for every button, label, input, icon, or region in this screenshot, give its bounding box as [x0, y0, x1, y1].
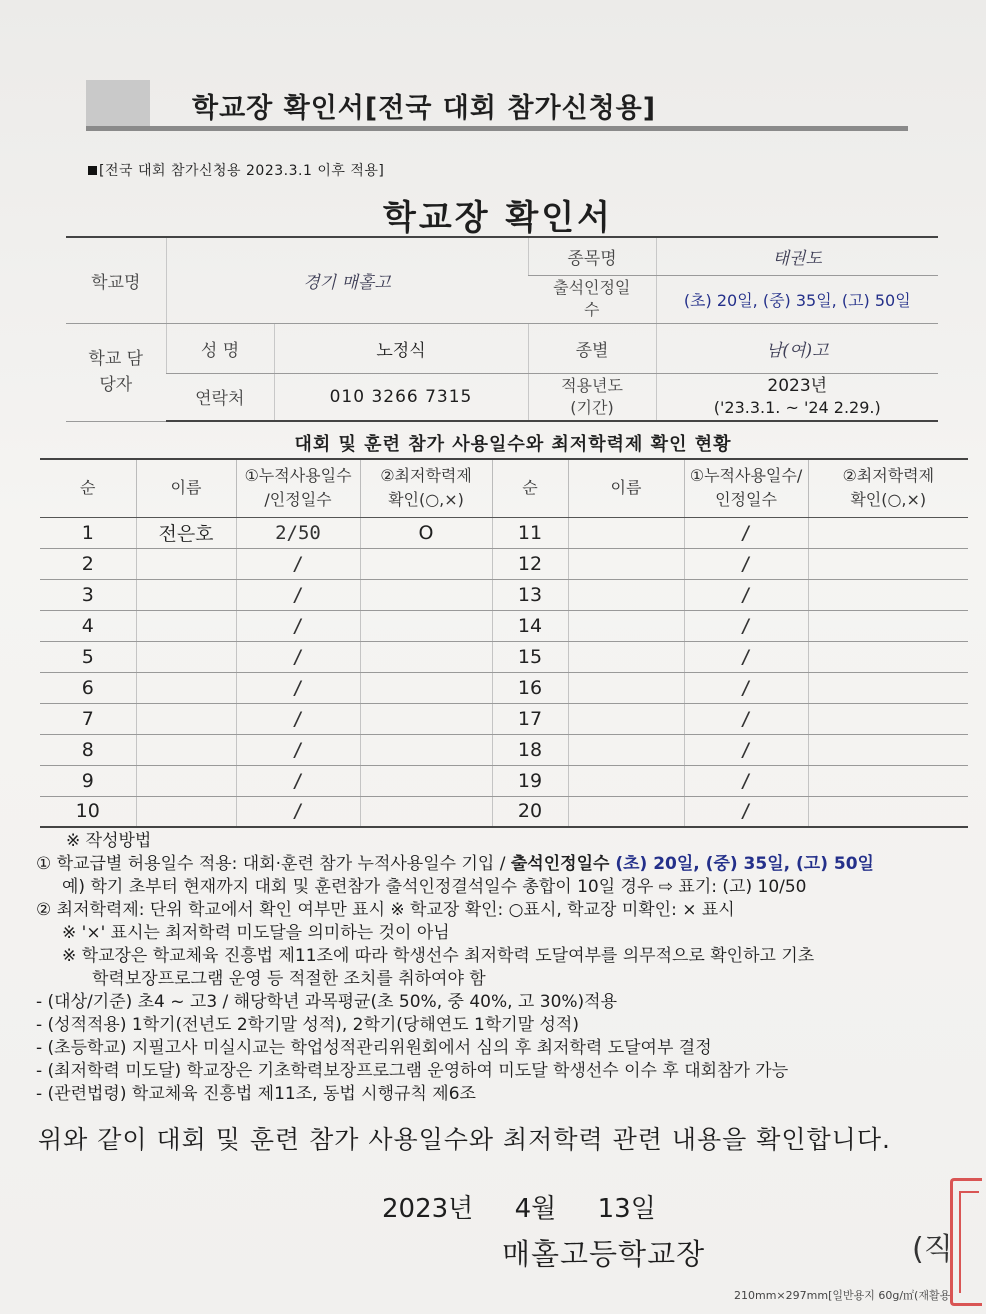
- date-month: 4월: [514, 1194, 557, 1224]
- seal-label: (직: [912, 1232, 953, 1267]
- contact-person-label: 학교 담당자: [66, 323, 166, 421]
- row-number: 3: [40, 579, 136, 610]
- note-1: [36, 853, 976, 876]
- event-label: 종목명: [528, 237, 656, 275]
- red-seal-stamp: [950, 1178, 982, 1306]
- table-row: [40, 517, 968, 548]
- period-value: ('23.3.1. ~ '24 2.29.): [713, 397, 881, 417]
- row-check: [360, 641, 492, 672]
- col-days-header-line1: ①누적사용일수: [244, 466, 352, 486]
- attend-value: (초) 20일, (중) 35일, (고) 50일: [656, 275, 938, 323]
- row-number: 8: [40, 734, 136, 765]
- row-days: /: [236, 796, 360, 827]
- year-cell: [656, 373, 938, 421]
- row-name: 전은호: [136, 517, 236, 548]
- row-days: /: [236, 548, 360, 579]
- name-value: 노정식: [274, 323, 528, 373]
- phone-value: 010 3266 7315: [274, 373, 528, 421]
- row-days: /: [236, 610, 360, 641]
- row-days-2: /: [684, 796, 808, 827]
- row-name-2: [568, 796, 684, 827]
- gender-label: 종별: [528, 323, 656, 373]
- row-check-2: [808, 610, 968, 641]
- row-number: 10: [40, 796, 136, 827]
- row-check-2: [808, 672, 968, 703]
- row-number-2: 15: [492, 641, 568, 672]
- principal-signature: 매홀고등학교장: [502, 1237, 706, 1271]
- col-days-header: [236, 459, 360, 517]
- row-name-2: [568, 517, 684, 548]
- row-check: [360, 579, 492, 610]
- table-row: [40, 703, 968, 734]
- sub-note: [88, 160, 384, 180]
- notes-heading: ※ 작성방법: [66, 831, 152, 851]
- row-days-2: /: [684, 672, 808, 703]
- row-days: /: [236, 703, 360, 734]
- row-name-2: [568, 765, 684, 796]
- row-number-2: 11: [492, 517, 568, 548]
- phone-label: 연락처: [166, 373, 274, 421]
- banner-title: 학교장 확인서[전국 대회 참가신청용]: [192, 93, 657, 124]
- signing-date: [382, 1188, 656, 1225]
- note-1-text: ① 학교급별 허용일수 적용: 대회·훈련 참가 누적사용일수 기입 /: [36, 854, 511, 874]
- col-days2-header-line2: 인정일수: [715, 490, 777, 510]
- col-name-header: 이름: [136, 459, 236, 517]
- row-days-2: /: [684, 548, 808, 579]
- date-year: 2023년: [382, 1194, 474, 1224]
- banner-rule: [86, 126, 908, 131]
- table-row: [40, 734, 968, 765]
- detail-elementary: - (초등학교) 지필고사 미실시교는 학업성적관리위원회에서 심의 후 최저학력 도달여부 결정: [36, 1038, 712, 1058]
- row-days-2: /: [684, 610, 808, 641]
- row-number-2: 12: [492, 548, 568, 579]
- gender-value: 남(여)고: [656, 323, 938, 373]
- row-number: 5: [40, 641, 136, 672]
- row-check: [360, 703, 492, 734]
- row-name: [136, 765, 236, 796]
- row-name-2: [568, 548, 684, 579]
- participants-table: [40, 458, 968, 828]
- table-row: [40, 548, 968, 579]
- info-table: [66, 236, 938, 422]
- row-check-2: [808, 765, 968, 796]
- row-check-2: [808, 641, 968, 672]
- row-name-2: [568, 641, 684, 672]
- row-days: 2/50: [236, 517, 360, 548]
- row-name: [136, 548, 236, 579]
- row-name-2: [568, 734, 684, 765]
- row-check: [360, 610, 492, 641]
- row-days-2: /: [684, 579, 808, 610]
- detail-target: - (대상/기준) 초4 ~ 고3 / 해당학년 과목평균(초 50%, 중 40%, 고 30%)적용: [36, 992, 618, 1012]
- col-days2-header-line1: ①누적사용일수/: [689, 466, 803, 486]
- col-no2-header: 순: [492, 459, 568, 517]
- row-check-2: [808, 703, 968, 734]
- section-title: 대회 및 훈련 참가 사용일수와 최저학력제 확인 현황: [294, 434, 732, 455]
- row-check: O: [360, 517, 492, 548]
- event-value: 태권도: [656, 237, 938, 275]
- row-number: 2: [40, 548, 136, 579]
- table-row: [40, 610, 968, 641]
- table-row: [40, 765, 968, 796]
- row-number: 7: [40, 703, 136, 734]
- name-label: 성 명: [166, 323, 274, 373]
- note-1-example: 예) 학기 초부터 현재까지 대회 및 훈련참가 출석인정결석일수 총합이 10일 경우 ⇨ 표기: (고) 10/50: [62, 877, 807, 897]
- row-number: 1: [40, 517, 136, 548]
- row-name: [136, 734, 236, 765]
- row-days-2: /: [684, 703, 808, 734]
- attend-label: 출석인정일수: [528, 275, 656, 323]
- row-check-2: [808, 548, 968, 579]
- date-day: 13일: [597, 1194, 656, 1224]
- row-check: [360, 765, 492, 796]
- row-days: /: [236, 672, 360, 703]
- row-number-2: 18: [492, 734, 568, 765]
- col-check-header: [360, 459, 492, 517]
- row-name-2: [568, 579, 684, 610]
- row-check: [360, 672, 492, 703]
- detail-laws: - (관련법령) 학교체육 진흥법 제11조, 동법 시행규칙 제6조: [36, 1084, 476, 1104]
- row-name: [136, 672, 236, 703]
- note-1-days: (초) 20일, (중) 35일, (고) 50일: [609, 854, 874, 874]
- row-days-2: /: [684, 734, 808, 765]
- row-number-2: 13: [492, 579, 568, 610]
- row-number-2: 14: [492, 610, 568, 641]
- row-check-2: [808, 579, 968, 610]
- col-name2-header: 이름: [568, 459, 684, 517]
- detail-below-minimum: - (최저학력 미도달) 학교장은 기초학력보장프로그램 운영하여 미도달 학생선수 이수 후 대회참가 가능: [36, 1061, 789, 1081]
- note-2b: ※ 학교장은 학교체육 진흥법 제11조에 따라 학생선수 최저학력 도달여부를 의무적으로 확인하고 기초: [62, 946, 815, 966]
- col-check2-header-line2: 확인(○,×): [850, 490, 927, 510]
- row-check-2: [808, 734, 968, 765]
- col-check-header-line2: 확인(○,×): [388, 490, 464, 510]
- row-check: [360, 548, 492, 579]
- school-value: 경기 매홀고: [166, 237, 528, 323]
- col-check2-header: [808, 459, 968, 517]
- row-number: 4: [40, 610, 136, 641]
- row-check-2: [808, 796, 968, 827]
- document-title: 학교장 확인서: [383, 198, 613, 238]
- row-check: [360, 796, 492, 827]
- col-days-header-line2: /인정일수: [264, 490, 332, 510]
- table-row: [40, 579, 968, 610]
- row-days: /: [236, 765, 360, 796]
- row-number: 9: [40, 765, 136, 796]
- square-bullet-icon: [88, 166, 97, 175]
- table-row: [40, 796, 968, 827]
- note-2: ② 최저학력제: 단위 학교에서 확인 여부만 표시 ※ 학교장 확인: ○표시, 학교장 미확인: × 표시: [36, 900, 735, 920]
- row-name: [136, 610, 236, 641]
- col-no-header: 순: [40, 459, 136, 517]
- paper-spec: 210mm×297mm[일반용지 60g/㎡(재활용: [734, 1289, 951, 1302]
- col-check2-header-line1: ②최저학력제: [842, 466, 935, 486]
- col-check-header-line1: ②최저학력제: [380, 466, 472, 486]
- table-row: [40, 672, 968, 703]
- year-value: 2023년: [767, 375, 828, 396]
- row-days-2: /: [684, 641, 808, 672]
- row-check: [360, 734, 492, 765]
- row-number: 6: [40, 672, 136, 703]
- note-2c: 학력보장프로그램 운영 등 적절한 조치를 취하여야 함: [92, 969, 486, 989]
- row-days-2: /: [684, 765, 808, 796]
- col-days2-header: [684, 459, 808, 517]
- row-name-2: [568, 703, 684, 734]
- sub-note-text: [전국 대회 참가신청용 2023.3.1 이후 적용]: [99, 163, 385, 179]
- row-name: [136, 641, 236, 672]
- row-days: /: [236, 641, 360, 672]
- row-days-2: /: [684, 517, 808, 548]
- row-number-2: 19: [492, 765, 568, 796]
- row-number-2: 17: [492, 703, 568, 734]
- row-name: [136, 703, 236, 734]
- row-name-2: [568, 610, 684, 641]
- detail-grades: - (성적적용) 1학기(전년도 2학기말 성적), 2학기(당해연도 1학기말 성적): [36, 1015, 579, 1035]
- instructions: [36, 830, 976, 1106]
- row-check-2: [808, 517, 968, 548]
- confirmation-statement: 위와 같이 대회 및 훈련 참가 사용일수와 최저학력 관련 내용을 확인합니다.: [38, 1125, 891, 1154]
- row-days: /: [236, 734, 360, 765]
- year-label: 적용년도 (기간): [528, 373, 656, 421]
- note-1-emph: 출석인정일수: [510, 854, 610, 874]
- row-days: /: [236, 579, 360, 610]
- row-number-2: 20: [492, 796, 568, 827]
- table-row: [40, 641, 968, 672]
- banner-gray-block: [86, 80, 150, 130]
- note-2a: ※ '×' 표시는 최저학력 미도달을 의미하는 것이 아님: [62, 923, 450, 943]
- row-name-2: [568, 672, 684, 703]
- row-number-2: 16: [492, 672, 568, 703]
- row-name: [136, 579, 236, 610]
- school-label: 학교명: [66, 237, 166, 323]
- row-name: [136, 796, 236, 827]
